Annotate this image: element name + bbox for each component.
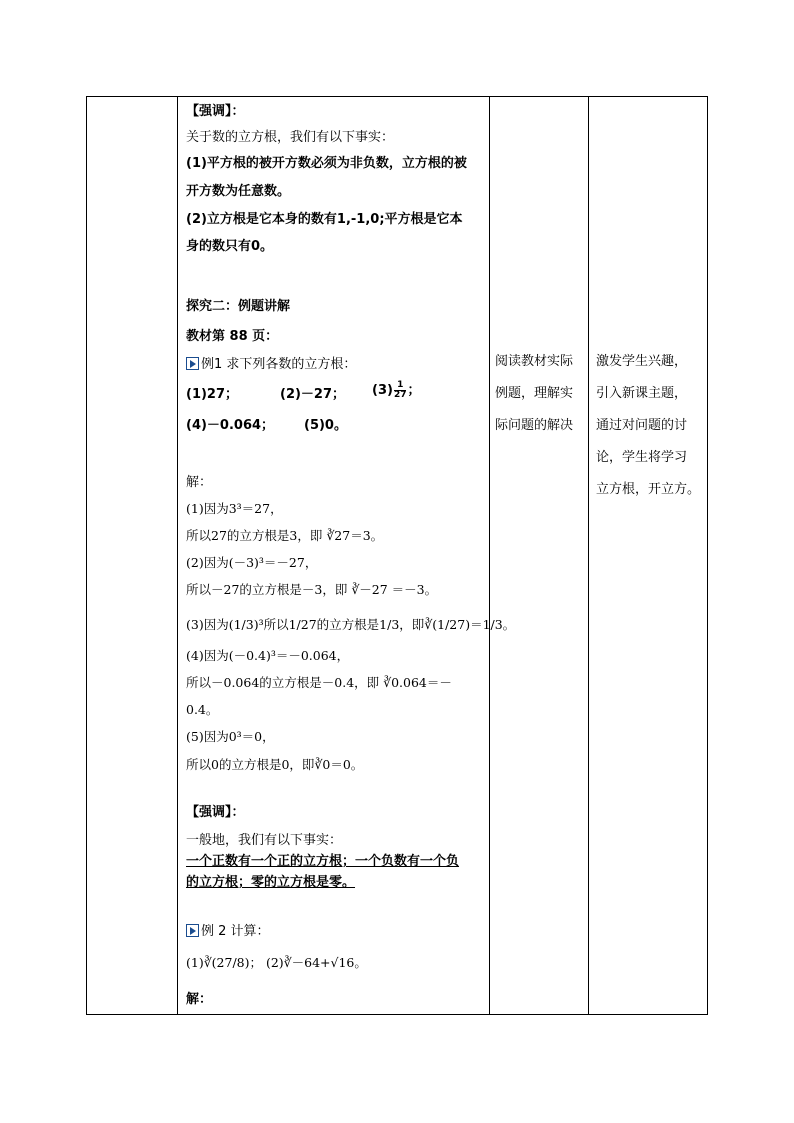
solution-step-1b: 所以27的立方根是3，即 ∛27＝3。 — [186, 528, 384, 543]
example-2-title-row — [186, 923, 270, 941]
example-1-item-2: (2)－27； — [280, 387, 346, 402]
solution-step-2b: 所以－27的立方根是－3，即 ∛－27 ＝－3。 — [186, 582, 438, 597]
example-1-item-1: (1)27； — [186, 387, 239, 402]
design-intent-line-1: 激发学生兴趣， — [596, 354, 688, 369]
table-border-left — [86, 96, 87, 1015]
example-1-title-row — [186, 356, 356, 374]
example-1-item-4: (4)－0.064； — [186, 418, 275, 433]
student-activity-line-1: 阅读教材实际 — [495, 354, 574, 369]
table-border-bottom — [86, 1014, 708, 1015]
textbook-page: 教材第 88 页： — [186, 329, 279, 344]
fact-2-line-1: (2)立方根是它本身的数有1,-1,0;平方根是它本 — [186, 212, 463, 227]
student-activity-line-3: 际问题的解决 — [495, 418, 574, 433]
play-icon — [186, 357, 199, 370]
fact-1-line-1: (1)平方根的被开方数必须为非负数，立方根的被 — [186, 156, 467, 171]
emphasis-title: 【强调】： — [186, 104, 245, 119]
play-icon — [186, 924, 199, 937]
solution-step-4c: 0.4。 — [186, 702, 219, 717]
example-1-item-3: (3) $\frac{1}{27}$ ； — [372, 380, 421, 400]
solution-step-4b: 所以－0.064的立方根是－0.4，即 ∛0.064＝－ — [186, 675, 452, 690]
emphasis-2-line-1: 一个正数有一个正的立方根；一个负数有一个负 — [186, 854, 460, 869]
design-intent-line-2: 引入新课主题， — [596, 386, 688, 401]
solution-step-5b: 所以0的立方根是0，即∛0＝0。 — [186, 757, 364, 772]
table-border-right — [707, 96, 708, 1015]
example-2-items: (1)∛(27/8)； (2)∛－64+√16。 — [186, 955, 367, 970]
table-divider-3 — [588, 96, 589, 1015]
emphasis-2-line-2: 的立方根；零的立方根是零。 — [186, 875, 356, 890]
solution-step-4a: (4)因为(－0.4)³＝－0.064， — [186, 648, 350, 663]
fact-1-line-2: 开方数为任意数。 — [186, 184, 291, 199]
table-border-top — [86, 96, 708, 97]
emphasis-2-intro: 一般地，我们有以下事实： — [186, 833, 343, 848]
explore-2-title: 探究二：例题讲解 — [186, 299, 291, 314]
solution-2-label: 解： — [186, 992, 213, 1007]
design-intent-line-5: 立方根，开立方。 — [596, 482, 701, 497]
solution-label: 解： — [186, 475, 213, 490]
solution-step-3: (3)因为(1/3)³所以1/27的立方根是1/3，即∛(1/27)＝1/3。 — [186, 617, 516, 632]
example-1-item-5: (5)0。 — [304, 418, 347, 433]
fact-2-line-2: 身的数只有0。 — [186, 239, 274, 254]
table-divider-2 — [489, 96, 490, 1015]
table-divider-1 — [177, 96, 178, 1015]
example-2-title: 例 2 计算： — [201, 924, 270, 939]
emphasis-intro: 关于数的立方根，我们有以下事实： — [186, 130, 395, 145]
design-intent-line-3: 通过对问题的讨 — [596, 418, 688, 433]
solution-step-1a: (1)因为3³＝27， — [186, 501, 283, 516]
example-1-title: 例1 求下列各数的立方根： — [201, 357, 357, 372]
student-activity-line-2: 例题，理解实 — [495, 386, 574, 401]
solution-step-5a: (5)因为0³＝0， — [186, 729, 275, 744]
solution-step-2a: (2)因为(－3)³＝－27， — [186, 555, 318, 570]
emphasis-2-title: 【强调】： — [186, 805, 245, 820]
design-intent-line-4: 论，学生将学习 — [596, 450, 688, 465]
